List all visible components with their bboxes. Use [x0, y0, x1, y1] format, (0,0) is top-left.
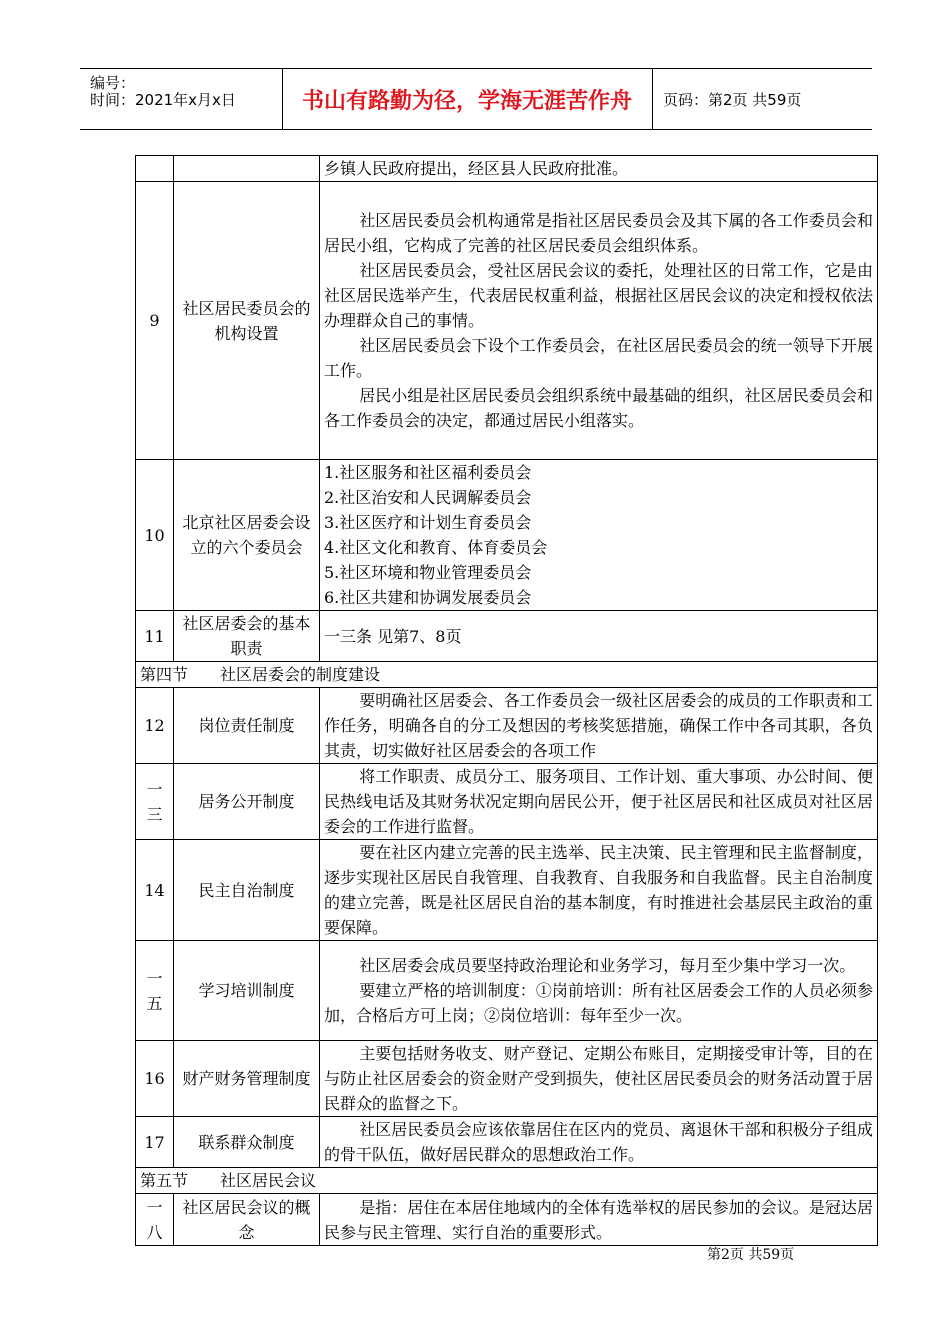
- section-heading: 第五节 社区居民会议: [136, 1168, 878, 1194]
- table-row: [136, 156, 878, 182]
- row-number-line: 一: [146, 968, 163, 988]
- row-content: [320, 182, 878, 460]
- table-row: [136, 688, 878, 764]
- row-title: 社区居委会的基本职责: [174, 611, 320, 662]
- row-title: 民主自治制度: [174, 840, 320, 941]
- header-motto: 书山有路勤为径，学海无涯苦作舟: [282, 69, 653, 129]
- row-number: 9: [136, 182, 174, 460]
- paragraph: 社区居民委员会应该依靠居住在区内的党员、离退休干部和积极分子组成的骨干队伍，做好居民群众的思想政治工作。: [324, 1120, 873, 1164]
- row-title: 社区居民委员会的机构设置: [174, 182, 320, 460]
- row-title: 联系群众制度: [174, 1117, 320, 1168]
- paragraph: 社区居民委员会机构通常是指社区居民委员会及其下属的各工作委员会和居民小组，它构成了完善的社区居民委员会组织体系。: [324, 211, 873, 255]
- list-item: 2.社区治安和人民调解委员会: [324, 488, 532, 507]
- list-item: 1.社区服务和社区福利委员会: [324, 463, 532, 482]
- header-page-info: 页码：第2页 共59页: [663, 90, 802, 109]
- list-item: 6.社区共建和协调发展委员会: [324, 588, 532, 607]
- paragraph: 社区居民委员会下设个工作委员会，在社区居民委员会的统一领导下开展工作。: [324, 336, 873, 380]
- row-content: [320, 460, 878, 611]
- row-number: [136, 156, 174, 182]
- row-content: [320, 764, 878, 840]
- row-number: 12: [136, 688, 174, 764]
- row-content: [320, 688, 878, 764]
- table-row: [136, 611, 878, 662]
- list-item: 3.社区医疗和计划生育委员会: [324, 513, 532, 532]
- row-number: [136, 1194, 174, 1246]
- row-content: [320, 1194, 878, 1246]
- row-number-line: 一: [146, 779, 163, 799]
- table-row: [136, 840, 878, 941]
- doc-number-label: 编号：: [90, 74, 136, 92]
- paragraph: 社区居委会成员要坚持政治理论和业务学习，每月至少集中学习一次。: [359, 956, 856, 975]
- table-row: [136, 1194, 878, 1246]
- table-row: [136, 460, 878, 611]
- row-number-line: 八: [146, 1222, 163, 1242]
- header-meta: [80, 69, 283, 129]
- page-header: [80, 68, 872, 130]
- table-row: [136, 941, 878, 1041]
- paragraph: 社区居民委员会，受社区居民会议的委托，处理社区的日常工作，它是由社区居民选举产生，代表居民权重利益，根据社区居民会议的决定和授权依法办理群众自己的事情。: [324, 261, 873, 330]
- list-item: 4.社区文化和教育、体育委员会: [324, 538, 548, 557]
- paragraph: 要在社区内建立完善的民主选举、民主决策、民主管理和民主监督制度，逐步实现社区居民自我管理、自我教育、自我服务和自我监督。民主自治制度的建立完善，既是社区居民自治的基本制度，有时推进社会基层民主政治的重要保障。: [324, 843, 873, 937]
- row-title: 岗位责任制度: [174, 688, 320, 764]
- row-content: 乡镇人民政府提出，经区县人民政府批准。: [320, 156, 878, 182]
- paragraph: 是指：居住在本居住地域内的全体有选举权的居民参加的会议。是冠达居民参与民主管理、实行自治的重要形式。: [324, 1197, 873, 1242]
- paragraph: 要建立严格的培训制度：①岗前培训：所有社区居委会工作的人员必须参加，合格后方可上岗；②岗位培训：每年至少一次。: [324, 981, 873, 1025]
- row-number: [136, 764, 174, 840]
- table-row: [136, 182, 878, 460]
- row-number: 11: [136, 611, 174, 662]
- row-title: 居务公开制度: [174, 764, 320, 840]
- content-table: [135, 155, 878, 1246]
- row-number-line: 三: [146, 804, 163, 824]
- row-number: 10: [136, 460, 174, 611]
- row-content: 一三条 见第7、8页: [320, 611, 878, 662]
- table-row: [136, 1041, 878, 1117]
- row-title: [174, 156, 320, 182]
- row-title: 学习培训制度: [174, 941, 320, 1041]
- row-content: [320, 1041, 878, 1117]
- list-item: 5.社区环境和物业管理委员会: [324, 563, 532, 582]
- section-heading: 第四节 社区居委会的制度建设: [136, 662, 878, 688]
- doc-time-label: 时间：2021年x月x日: [90, 91, 236, 109]
- section-row: [136, 1168, 878, 1194]
- paragraph: 要明确社区居委会、各工作委员会一级社区居委会的成员的工作职责和工作任务，明确各自的分工及想因的考核奖惩措施，确保工作中各司其职，各负其责，切实做好社区居委会的各项工作: [324, 691, 873, 760]
- row-title: 社区居民会议的概念: [174, 1194, 320, 1246]
- row-number-line: 五: [146, 993, 163, 1013]
- paragraph: 居民小组是社区居民委员会组织系统中最基础的组织，社区居民委员会和各工作委员会的决定，都通过居民小组落实。: [324, 386, 873, 430]
- row-title: 财产财务管理制度: [174, 1041, 320, 1117]
- row-number: 14: [136, 840, 174, 941]
- row-number: 17: [136, 1117, 174, 1168]
- row-content: [320, 941, 878, 1041]
- table-row: [136, 1117, 878, 1168]
- page-footer: 第2页 共59页: [707, 1247, 795, 1263]
- row-content: [320, 1117, 878, 1168]
- paragraph: 主要包括财务收支、财产登记、定期公布账目，定期接受审计等，目的在与防止社区居委会的资金财产受到损失，使社区居民委员会的财务活动置于居民群众的监督之下。: [324, 1044, 873, 1113]
- row-content: [320, 840, 878, 941]
- row-number: 16: [136, 1041, 174, 1117]
- paragraph: 将工作职责、成员分工、服务项目、工作计划、重大事项、办公时间、便民热线电话及其财务状况定期向居民公开，便于社区居民和社区成员对社区居委会的工作进行监督。: [324, 767, 873, 836]
- table-row: [136, 764, 878, 840]
- row-number-line: 一: [146, 1197, 163, 1217]
- section-row: [136, 662, 878, 688]
- row-title: 北京社区居委会设立的六个委员会: [174, 460, 320, 611]
- row-number: [136, 941, 174, 1041]
